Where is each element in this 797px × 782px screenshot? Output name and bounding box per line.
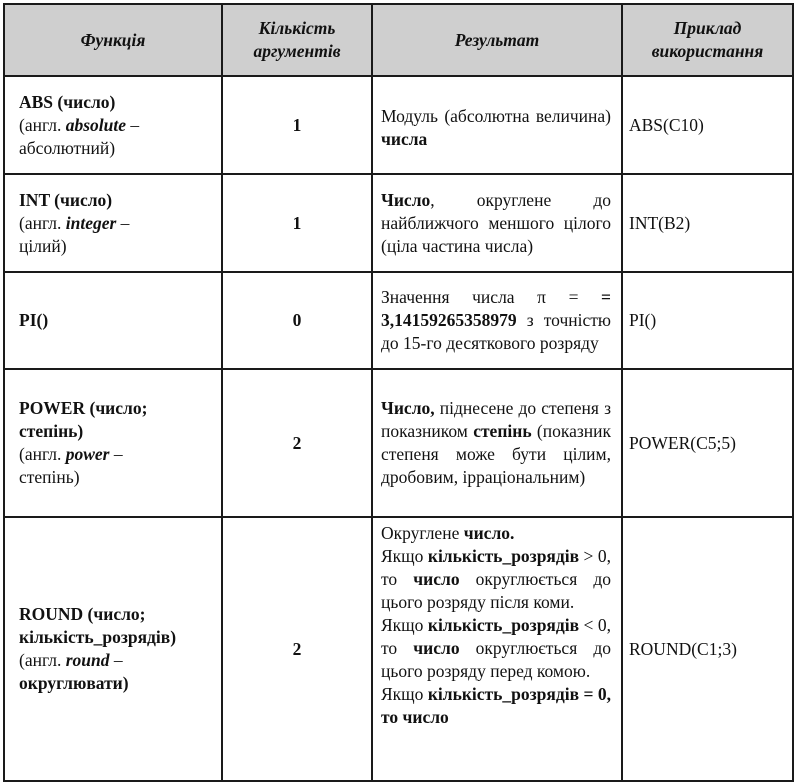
result-text: , округлене до найближчого меншого цілого (ціла частина числа) <box>381 189 611 256</box>
header-example: Приклад використання <box>622 4 793 76</box>
function-name-line2: степінь) <box>19 421 84 441</box>
function-cell <box>4 76 222 174</box>
function-name: INT (число) <box>19 189 113 210</box>
eng-suffix: – <box>116 212 130 233</box>
eng-suffix: – <box>109 444 123 464</box>
table-row <box>4 272 793 369</box>
eng-word: integer <box>65 212 117 233</box>
result-text: округлюється до цього розряду після коми. <box>381 569 611 612</box>
example-cell: PI() <box>622 272 793 369</box>
eng-suffix: – <box>126 114 140 135</box>
function-cell <box>4 272 222 369</box>
table-row <box>4 76 793 174</box>
result-text: (показник степеня може бути цілим, дробовим, ірраціональним) <box>381 421 612 487</box>
result-text: округлюється до цього розряду перед комою. <box>381 638 611 681</box>
result-text: Якщо <box>381 615 428 635</box>
result-text: з точністю до 15-го десяткового розряду <box>381 310 611 353</box>
example-cell: POWER(C5;5) <box>622 369 793 517</box>
result-text: Якщо <box>381 684 428 704</box>
result-paragraph-1 <box>381 522 611 545</box>
result-text: Якщо <box>381 546 428 566</box>
functions-table <box>3 3 794 782</box>
result-bold: число. <box>463 523 515 543</box>
table-row <box>4 369 793 517</box>
example-cell: ABS(C10) <box>622 76 793 174</box>
result-cell <box>372 76 622 174</box>
function-translation: абсолютний) <box>19 137 116 158</box>
function-translation-line <box>19 114 217 137</box>
header-result: Результат <box>372 4 622 76</box>
result-cell <box>372 517 622 781</box>
eng-word: power <box>65 444 110 464</box>
example-cell: INT(B2) <box>622 174 793 272</box>
function-name-line1: ROUND (число; <box>19 604 146 624</box>
example-cell: ROUND(C1;3) <box>622 517 793 781</box>
eng-prefix: (англ. <box>19 444 66 464</box>
function-cell <box>4 174 222 272</box>
result-bold: степінь <box>473 421 532 441</box>
eng-prefix: (англ. <box>19 212 66 233</box>
function-cell <box>4 517 222 781</box>
function-cell <box>4 369 222 517</box>
arg-count-cell: 1 <box>222 76 372 174</box>
result-bold: = 3,14159265358979 <box>381 287 611 330</box>
result-text: = 0, то <box>381 684 611 727</box>
function-name: ABS (число) <box>19 91 116 112</box>
result-bold: числа <box>381 129 428 149</box>
function-translation-line <box>19 212 217 235</box>
arg-count-cell: 1 <box>222 174 372 272</box>
function-translation: округлювати) <box>19 673 129 693</box>
result-cell <box>372 369 622 517</box>
result-bold: число <box>402 707 449 727</box>
result-paragraph-4 <box>381 683 611 729</box>
result-bold: число <box>413 638 460 658</box>
result-paragraph-2 <box>381 545 611 614</box>
result-cell <box>372 272 622 369</box>
result-text: Значення числа π = <box>381 287 602 307</box>
eng-suffix: – <box>109 650 123 670</box>
result-text: Модуль (абсолютна величина) <box>381 106 611 126</box>
table-row <box>4 174 793 272</box>
result-text: > 0, то <box>381 546 611 589</box>
arg-count-cell: 2 <box>222 369 372 517</box>
header-function: Функція <box>4 4 222 76</box>
arg-count-cell: 2 <box>222 517 372 781</box>
function-translation-line <box>19 443 217 466</box>
result-clip <box>381 522 611 776</box>
result-cell <box>372 174 622 272</box>
arg-count-cell: 0 <box>222 272 372 369</box>
function-translation: степінь) <box>19 467 80 487</box>
function-name: PI() <box>19 310 49 330</box>
result-text: піднесене до степеня з показником <box>381 398 611 441</box>
function-name-line1: POWER (число; <box>19 398 148 418</box>
result-bold: число <box>413 569 460 589</box>
result-bold: кількість_розрядів <box>427 546 580 566</box>
result-bold: Число, <box>381 398 435 418</box>
eng-prefix: (англ. <box>19 114 66 135</box>
result-bold: кількість_розрядів <box>427 684 580 704</box>
header-arg-count: Кількість аргументів <box>222 4 372 76</box>
result-bold: Число <box>381 189 431 210</box>
function-translation-line <box>19 649 217 672</box>
result-text: < 0, то <box>381 615 611 658</box>
result-paragraph-3 <box>381 614 611 683</box>
table-header-row <box>4 4 793 76</box>
result-bold: кількість_розрядів <box>427 615 580 635</box>
function-name-line2: кількість_розрядів) <box>19 627 177 647</box>
eng-prefix: (англ. <box>19 650 66 670</box>
table-row <box>4 517 793 781</box>
eng-word: round <box>65 650 110 670</box>
function-translation: цілий) <box>19 235 67 256</box>
eng-word: absolute <box>65 114 127 135</box>
result-text: Округлене <box>381 523 464 543</box>
